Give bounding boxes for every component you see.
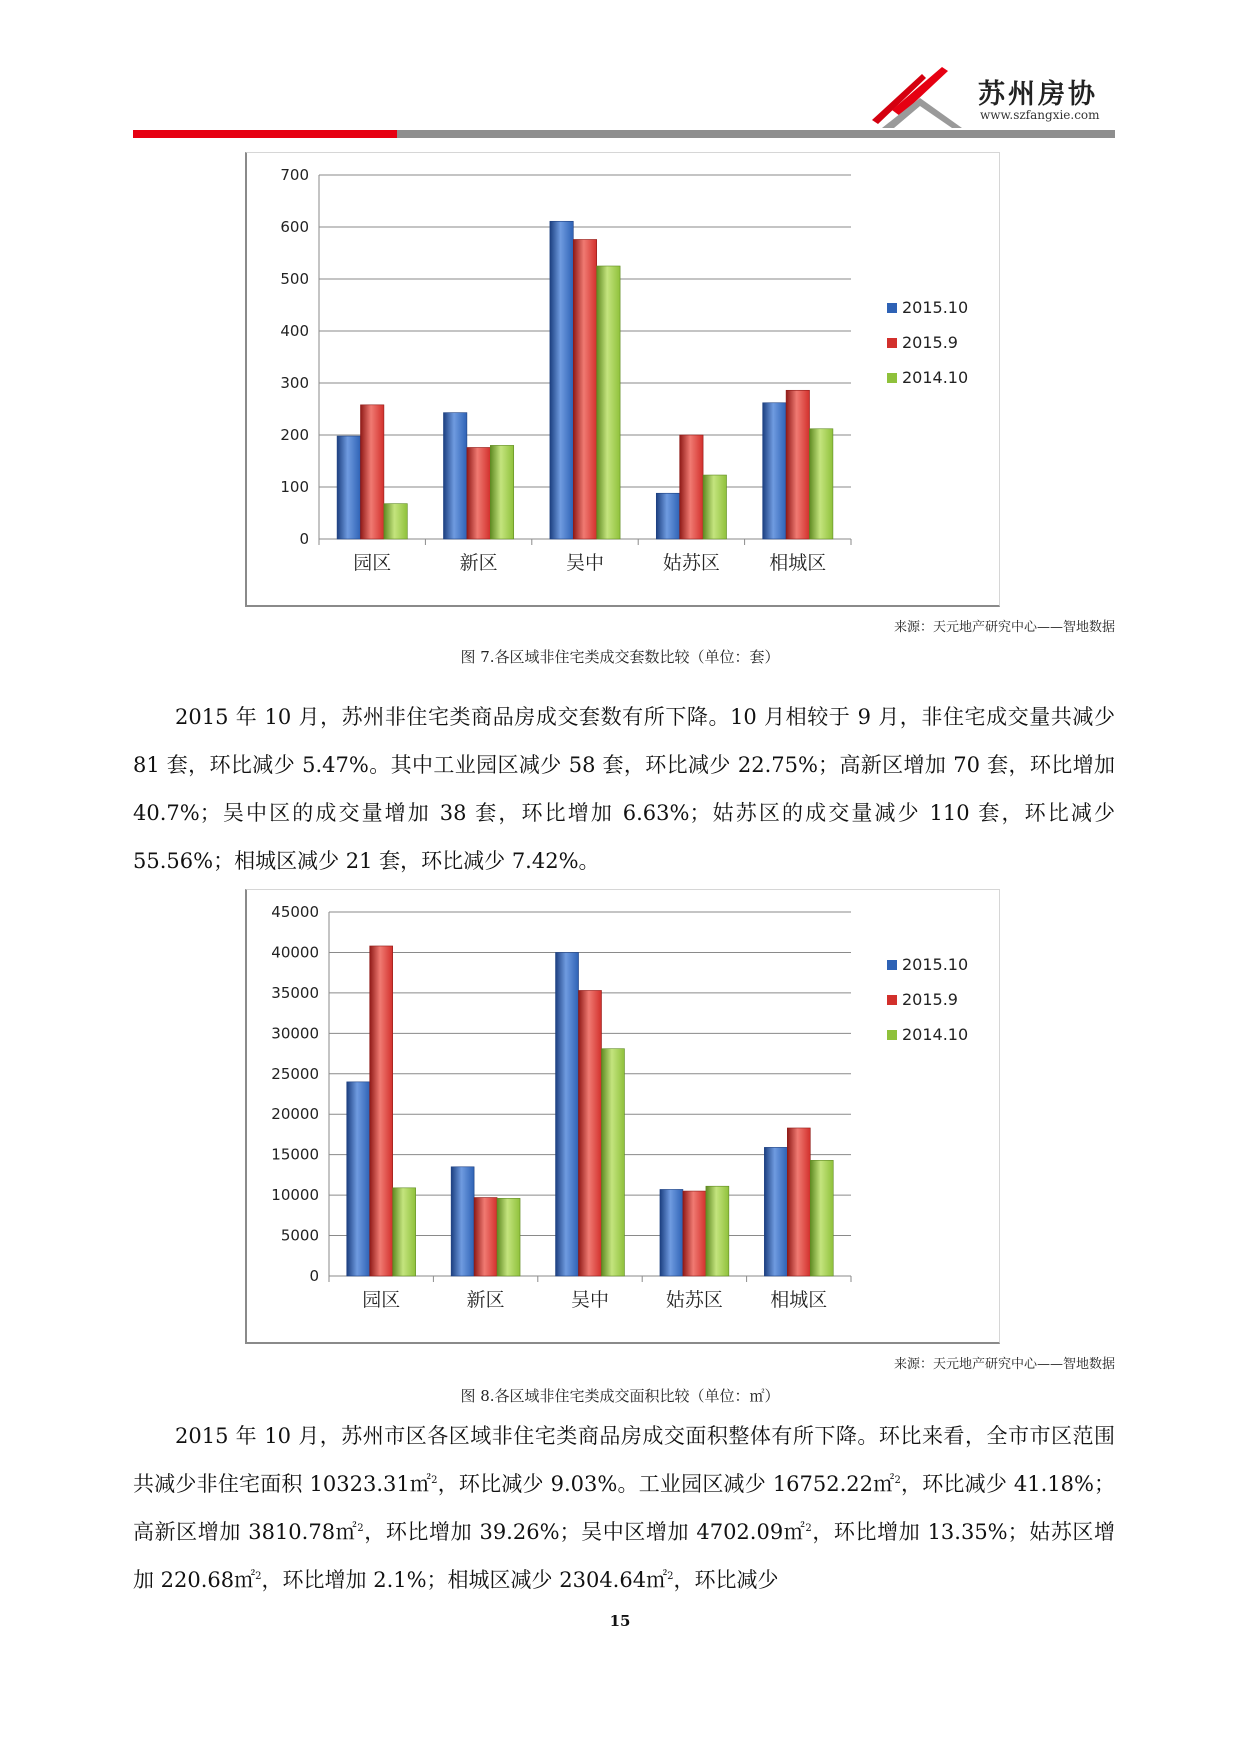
paragraph-area: [133, 1412, 1115, 1604]
superscript: 2: [667, 1571, 674, 1582]
bar-2015.9-新区: [467, 447, 490, 539]
bar-2015.10-园区: [347, 1082, 370, 1276]
bar-2015.10-吴中: [550, 221, 573, 539]
chart-frame-area: [245, 889, 1000, 1344]
bar-2015.10-吴中: [556, 952, 579, 1276]
bar-2014.10-相城区: [810, 1160, 833, 1276]
legend-swatch: [887, 303, 897, 313]
superscript: 2: [431, 1475, 438, 1486]
legend-swatch: [887, 373, 897, 383]
logo-icon: [862, 62, 972, 132]
y-tick-label: 30000: [271, 1024, 319, 1043]
x-category-label: 园区: [362, 1289, 401, 1311]
legend-swatch: [887, 338, 897, 348]
bar-2014.10-新区: [497, 1198, 520, 1276]
superscript: 2: [357, 1523, 364, 1534]
bar-chart-units: [247, 153, 999, 605]
y-tick-label: 10000: [271, 1186, 319, 1205]
bar-2014.10-相城区: [810, 429, 833, 539]
bar-2015.9-姑苏区: [680, 435, 703, 539]
para-text: ，环比增加 13.35%；姑苏区增加 220.68㎡: [133, 1520, 1116, 1592]
x-category-label: 园区: [353, 552, 392, 574]
bar-2015.10-相城区: [763, 403, 786, 539]
bar-2015.9-相城区: [786, 390, 809, 539]
logo-name: 苏州房协: [978, 79, 1098, 110]
bar-2015.9-园区: [360, 405, 383, 539]
y-tick-label: 0: [299, 530, 309, 548]
legend-swatch: [887, 995, 897, 1005]
y-tick-label: 600: [280, 218, 309, 236]
bar-2015.9-园区: [370, 946, 393, 1276]
para-text: ，环比减少: [673, 1568, 779, 1592]
figure-source: 来源：天元地产研究中心——智地数据: [893, 1357, 1115, 1372]
x-category-label: 姑苏区: [665, 1289, 723, 1311]
legend-label: 2014.10: [902, 368, 969, 387]
x-category-label: 姑苏区: [662, 552, 720, 574]
header-rule-gray: [397, 130, 1115, 138]
y-tick-label: 300: [280, 374, 309, 392]
para-text: ，环比减少 41.18%；高新区增加 3810.78㎡: [133, 1472, 1115, 1544]
figure-caption: 图 7.各区域非住宅类成交套数比较（单位：套）: [460, 648, 780, 666]
logo-url: www.szfangxie.com: [980, 108, 1100, 122]
para-text: 2015 年 10 月，苏州市区各区域非住宅类商品房成交面积整体有所下降。环比来看，全市市区范围共减少非住宅面积 10323.31㎡: [133, 1424, 1115, 1496]
y-tick-label: 45000: [271, 903, 319, 921]
bar-2015.10-姑苏区: [660, 1189, 683, 1276]
x-category-label: 相城区: [770, 1289, 828, 1311]
y-tick-label: 15000: [271, 1145, 319, 1164]
superscript: 2: [894, 1475, 901, 1486]
figure-caption: 图 8.各区域非住宅类成交面积比较（单位：㎡）: [460, 1387, 780, 1405]
bar-2014.10-姑苏区: [703, 475, 726, 539]
legend-label: 2015.10: [902, 955, 969, 974]
header-rule-red: [133, 130, 397, 138]
legend-swatch: [887, 960, 897, 970]
bar-2015.9-吴中: [573, 239, 596, 539]
x-category-label: 吴中: [565, 552, 605, 574]
bar-2014.10-吴中: [597, 266, 620, 539]
y-tick-label: 0: [309, 1267, 319, 1285]
y-tick-label: 35000: [271, 983, 319, 1002]
page-number: 15: [609, 1612, 631, 1630]
y-tick-label: 400: [280, 322, 309, 340]
bar-chart-area: [247, 890, 999, 1342]
bar-2015.9-吴中: [579, 990, 602, 1276]
legend-label: 2015.9: [902, 990, 958, 1009]
page-header: [0, 0, 1240, 145]
x-category-label: 吴中: [570, 1289, 610, 1311]
legend-label: 2015.10: [902, 298, 969, 317]
bar-2015.9-相城区: [787, 1128, 810, 1276]
bar-2015.10-新区: [451, 1167, 474, 1276]
figure-source: 来源：天元地产研究中心——智地数据: [893, 620, 1115, 635]
bar-2014.10-新区: [490, 445, 513, 539]
bar-2015.9-姑苏区: [683, 1191, 706, 1276]
y-tick-label: 25000: [271, 1064, 319, 1083]
bar-2015.10-新区: [443, 413, 466, 539]
bar-2015.9-新区: [474, 1198, 497, 1276]
y-tick-label: 20000: [271, 1105, 319, 1124]
bar-2015.10-园区: [337, 436, 360, 539]
y-tick-label: 700: [280, 166, 309, 184]
y-tick-label: 200: [280, 426, 309, 444]
y-tick-label: 40000: [271, 943, 319, 962]
bar-2014.10-吴中: [601, 1049, 624, 1276]
paragraph-units: 2015 年 10 月，苏州非住宅类商品房成交套数有所下降。10 月相较于 9 月，非住宅成交量共减少 81 套，环比减少 5.47%。其中工业园区减少 58 套，环比减少 22.75%；高新区增加 70 套，环比增加 40.7%；吴中区的成交量增加 38 套，环比增加 6.63%；姑苏区的成交量减少 110 套，环比减少 55.56%；相城区减少 21 套，环比减少 7.42%。: [133, 705, 1115, 873]
legend-label: 2014.10: [902, 1025, 969, 1044]
para-text: ，环比增加 2.1%；相城区减少 2304.64㎡: [261, 1568, 668, 1592]
y-tick-label: 5000: [280, 1226, 319, 1245]
bar-2014.10-园区: [384, 504, 407, 539]
x-category-label: 新区: [466, 1289, 505, 1311]
x-category-label: 相城区: [769, 552, 827, 574]
y-tick-label: 100: [280, 478, 309, 496]
bar-2015.10-相城区: [764, 1147, 787, 1276]
legend-label: 2015.9: [902, 333, 958, 352]
legend-swatch: [887, 1030, 897, 1040]
chart-frame-units: [245, 152, 1000, 607]
para-text: ，环比增加 39.26%；吴中区增加 4702.09㎡: [363, 1520, 806, 1544]
bar-2014.10-姑苏区: [706, 1186, 729, 1276]
bar-2015.10-姑苏区: [656, 493, 679, 539]
x-category-label: 新区: [459, 552, 498, 574]
bar-2014.10-园区: [393, 1188, 416, 1276]
para-text: ，环比减少 9.03%。工业园区减少 16752.22㎡: [437, 1472, 895, 1496]
superscript: 2: [805, 1523, 812, 1534]
y-tick-label: 500: [280, 270, 309, 288]
superscript: 2: [255, 1571, 262, 1582]
